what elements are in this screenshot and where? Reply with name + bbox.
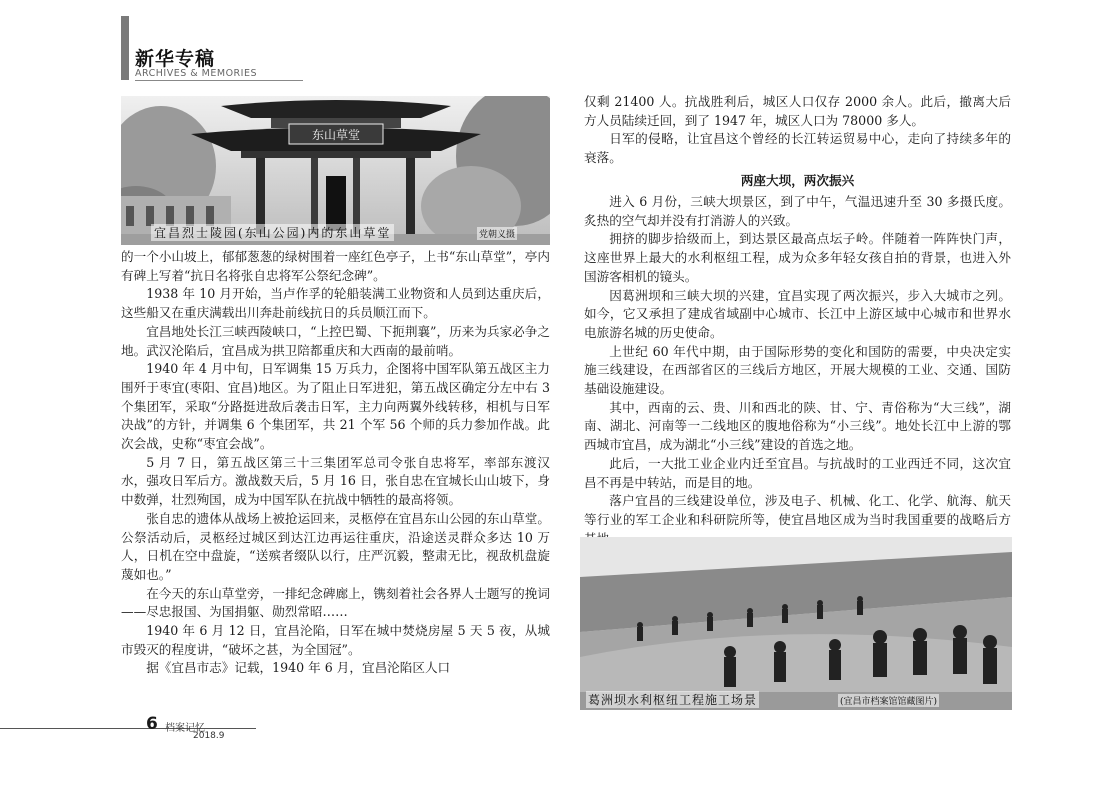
paragraph: 1938 年 10 月开始，当卢作孚的轮船装满工业物资和人员到达重庆后，这些船又在重庆满载出川奔赴前线抗日的兵员顺江而下。	[121, 286, 550, 321]
header-bar	[121, 16, 129, 80]
pavilion-credit: 党朝义摄	[477, 227, 517, 240]
paragraph: 在今天的东山草堂旁，一排纪念碑廊上，镌刻着社会各界人士题写的挽词——尽忠报国、为国捐躯、勋烈常昭……	[121, 585, 550, 620]
footer-rule	[0, 728, 256, 729]
page-number: 6	[146, 714, 158, 734]
right-column-bottom	[584, 193, 1011, 567]
paragraph: 日军的侵略，让宜昌这个曾经的长江转运贸易中心，走向了持续多年的衰落。	[584, 131, 1011, 166]
pavilion-caption: 宜昌烈士陵园(东山公园)内的东山草堂	[151, 224, 394, 241]
pavilion-photo	[121, 96, 550, 245]
paragraph: 仅剩 21400 人。抗战胜利后，城区人口仅存 2000 余人。此后，撤离大后方人员陆续迁回，到了 1947 年，城区人口为 78000 多人。	[584, 94, 1011, 128]
journal-name: 档案记忆	[165, 723, 205, 734]
paragraph: 拥挤的脚步拾级而上，到达景区最高点坛子岭。伴随着一阵阵快门声，这座世界上最大的水利枢纽工程，成为众多年轻女孩自拍的背景，也进入外国游客相机的镜头。	[584, 231, 1011, 284]
paragraph: 落户宜昌的三线建设单位，涉及电子、机械、化工、化学、航海、航天等行业的军工企业和科研院所等，使宜昌地区成为当时我国重要的战略后方	[584, 493, 1011, 527]
left-column	[121, 248, 550, 678]
paragraph: 此后，一大批工业企业内迁至宜昌。与抗战时的工业西迁不同，这次宜昌不再是中转站，而是目的地。	[584, 455, 1011, 490]
paragraph: 进入 6 月份，三峡大坝景区，到了中午，气温迅速升至 30 多摄氏度。炙热的空气却并没有打消游人的兴致。	[584, 194, 1011, 228]
section-heading: 两座大坝，两次振兴	[740, 173, 855, 188]
paragraph: 上世纪 60 年代中期，由于国际形势的变化和国防的需要，中央决定实施三线建设，在西部省区的三线后方地区，开展大规模的工业、交通、国防基础设施建设。	[584, 343, 1011, 397]
pavilion-illustration	[121, 96, 550, 245]
dam-caption: 葛洲坝水利枢纽工程施工场景	[588, 693, 758, 707]
column-title: 新华专稿	[135, 48, 216, 70]
dam-construction-photo	[580, 537, 1012, 710]
paragraph: 1940 年 4 月中旬，日军调集 15 万兵力，企图将中国军队第五战区主力围歼于枣宜(枣阳、宜昌)地区。为了阻止日军进犯，第五战区确定分左中右 3 个集团军，采取“分路挺进敌后袭击日军，主力向两翼外线转移，相机与日军决战”的方针，并调集 6 个集团军，共 21 个军 56 个师的兵力参加作战。此次会战，史称“枣宜会战”。	[121, 361, 550, 452]
paragraph: 因葛洲坝和三峡大坝的兴建，宜昌实现了两次振兴，步入大城市之列。如今，它又承担了建成省域副中心城市、长江中上游区域中心城市和世界水电旅游名城的历史使命。	[584, 287, 1011, 340]
paragraph: 1940 年 6 月 12 日，宜昌沦陷，日军在城中焚烧房屋 5 天 5 夜，从城市毁灭的程度讲，“破坏之甚，为全国冠”。	[121, 623, 550, 657]
dam-credit: (宜昌市档案馆馆藏图片)	[838, 694, 939, 707]
right-column-top	[584, 93, 1011, 168]
paragraph: 5 月 7 日，第五战区第三十三集团军总司令张自忠将军，率部东渡汉水，强攻日军后方。激战数天后，5 月 16 日，张自忠在宜城长山山坡下，身中数弹，壮烈殉国，成为中国军队在抗战中牺牲的最高将领。	[121, 454, 550, 508]
dam-illustration	[580, 537, 1012, 710]
paragraph: 的一个小山坡上，郁郁葱葱的绿树围着一座红色亭子，上书“东山草堂”，亭内有碑上写着“抗日名将张自忠将军公祭纪念碑”。	[121, 249, 550, 283]
paragraph: 宜昌地处长江三峡西陵峡口，“上控巴蜀、下扼荆襄”，历来为兵家必争之地。武汉沦陷后，宜昌成为拱卫陪都重庆和大西南的最前哨。	[121, 323, 550, 358]
column-subtitle: ARCHIVES & MEMORIES	[135, 68, 257, 79]
paragraph: 据《宜昌市志》记载，1940 年 6 月，宜昌沦陷区人口	[146, 660, 451, 676]
header-rule	[135, 80, 303, 81]
paragraph: 其中，西南的云、贵、川和西北的陕、甘、宁、青俗称为“大三线”，湖南、湖北、河南等一二线地区的腹地俗称为“小三线”。地处长江中上游的鄂西城市宜昌，成为湖北“小三线”建设的首选之地。	[584, 399, 1011, 453]
pavilion-sign: 东山草堂	[311, 128, 361, 142]
section-heading-block	[584, 172, 1011, 191]
issue-number: 2018.9	[193, 731, 225, 741]
paragraph: 张自忠的遗体从战场上被抢运回来，灵柩停在宜昌东山公园的东山草堂。公祭活动后，灵柩经过城区到达江边再运往重庆，沿途送灵群众多达 10 万人，日机在空中盘旋，“送殡者缀队以行，庄严沉毅，整肃无比，视敌机盘旋蔑如也。”	[121, 510, 550, 582]
